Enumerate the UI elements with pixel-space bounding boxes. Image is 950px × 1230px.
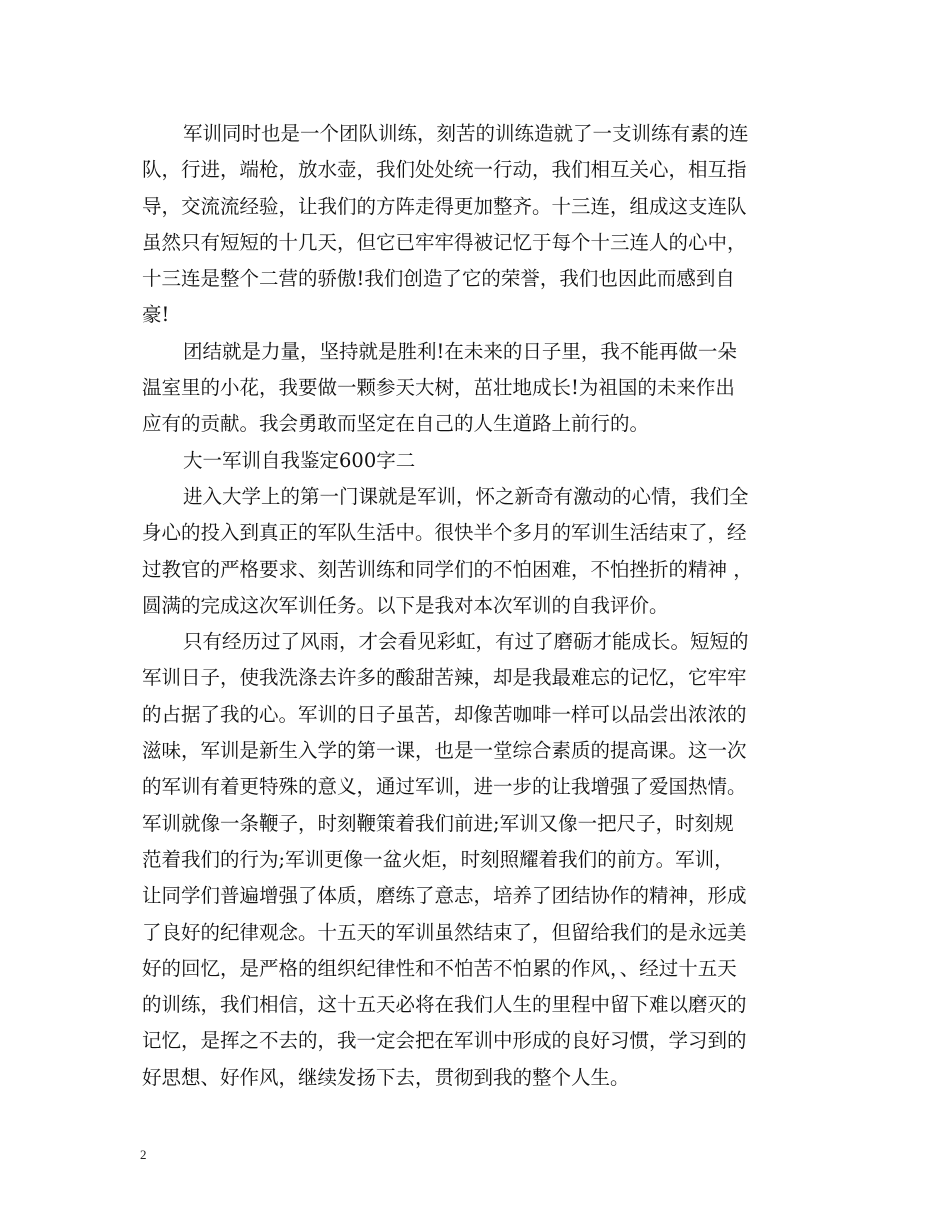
text-line: 的占据了我的心。军训的日子虽苦，却像苦咖啡一样可以品尝出浓浓的 [142,702,747,726]
text-line: 虽然只有短短的十几天，但它已牢牢得被记忆于每个十三连人的心中， [142,230,747,254]
text-line: 导，交流流经验，让我们的方阵走得更加整齐。十三连，组成这支连队 [142,194,747,218]
document-body [142,116,822,1096]
text-line: 好思想、好作风，继续发扬下去，贯彻到我的整个人生。 [142,1065,630,1089]
text-line: 军训日子，使我洗涤去许多的酸甜苦辣，却是我最难忘的记忆，它牢牢 [142,666,747,690]
text-line: 应有的贡献。我会勇敢而坚定在自己的人生道路上前行的。 [142,412,650,436]
text-line: 圆满的完成这次军训任务。以下是我对本次军训的自我评价。 [142,593,669,617]
text-line: 过教官的严格要求、刻苦训练和同学们的不怕困难，不怕挫折的精神 ， [142,557,753,581]
text-line: 温室里的小花，我要做一颗参天大树，茁壮地成长!为祖国的未来作出 [142,376,735,400]
text-line: 进入大学上的第一门课就是军训，怀之新奇有激动的心情，我们全 [183,484,749,508]
text-line: 队，行进，端枪，放水壶，我们处处统一行动，我们相互关心，相互指 [142,158,747,182]
text-line: 身心的投入到真正的军队生活中。很快半个多月的军训生活结束了，经 [142,521,747,545]
text-line: 记忆，是挥之不去的，我一定会把在军训中形成的良好习惯，学习到的 [142,1029,747,1053]
text-line: 好的回忆，是严格的组织纪律性和不怕苦不怕累的作风，、经过十五天 [142,956,737,980]
text-line: 的训练，我们相信，这十五天必将在我们人生的里程中留下难以磨灭的 [142,993,747,1017]
text-line: 大一军训自我鉴定600字二 [183,448,416,472]
text-line: 让同学们普遍增强了体质，磨练了意志，培养了团结协作的精神，形成 [142,884,747,908]
page-number: 2 [140,1147,147,1162]
text-line: 范着我们的行为;军训更像一盆火炬，时刻照耀着我们的前方。军训， [142,847,734,871]
text-line: 豪! [142,303,170,327]
text-line: 十三连是整个二营的骄傲!我们创造了它的荣誉，我们也因此而感到自 [142,267,735,291]
text-line: 团结就是力量，坚持就是胜利!在未来的日子里，我不能再做一朵 [183,339,737,363]
text-line: 军训就像一条鞭子，时刻鞭策着我们前进;军训又像一把尺子，时刻规 [142,811,734,835]
text-line: 只有经历过了风雨，才会看见彩虹，有过了磨砺才能成长。短短的 [183,630,749,654]
text-line: 滋味，军训是新生入学的第一课，也是一堂综合素质的提高课。这一次 [142,739,747,763]
text-line: 了良好的纪律观念。十五天的军训虽然结束了，但留给我们的是永远美 [142,920,747,944]
text-line: 的军训有着更特殊的意义，通过军训，进一步的让我增强了爱国热情。 [142,775,747,799]
text-line: 军训同时也是一个团队训练，刻苦的训练造就了一支训练有素的连 [183,122,749,145]
